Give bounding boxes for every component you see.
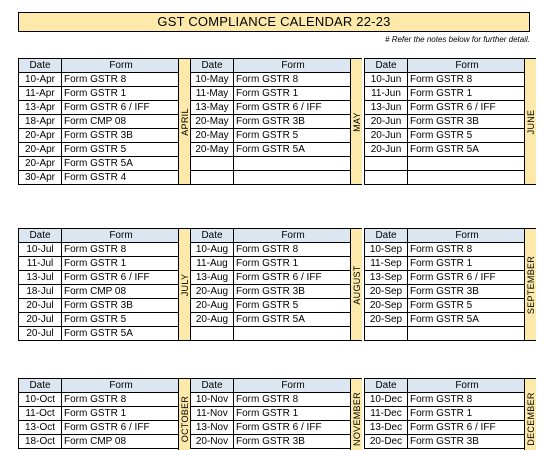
month-label: APRIL	[180, 107, 190, 136]
table-row	[365, 393, 527, 407]
form-name-cell: Form GSTR 3B	[408, 285, 527, 299]
form-name-cell	[408, 327, 527, 341]
form-name-cell	[408, 157, 527, 171]
table-row	[365, 435, 527, 449]
form-name-cell: Form GSTR 5A	[234, 143, 353, 157]
compliance-table	[18, 378, 181, 449]
table-header-row	[19, 59, 181, 73]
due-date-cell: 30-Apr	[19, 171, 62, 185]
month-label-band	[178, 58, 190, 185]
due-date-cell	[365, 157, 408, 171]
due-date-cell: 10-Apr	[19, 73, 62, 87]
table-row	[19, 271, 181, 285]
due-date-cell	[365, 171, 408, 185]
form-name-cell: Form GSTR 5A	[62, 327, 181, 341]
table-row	[365, 171, 527, 185]
form-name-cell: Form GSTR 5A	[62, 157, 181, 171]
form-name-cell: Form GSTR 5	[62, 313, 181, 327]
month-calendar-december	[364, 378, 536, 450]
form-name-cell: Form GSTR 6 / IFF	[234, 421, 353, 435]
due-date-cell: 10-Sep	[365, 243, 408, 257]
form-name-cell: Form GSTR 3B	[234, 435, 353, 449]
table-row	[365, 129, 527, 143]
month-label: AUGUST	[352, 264, 362, 305]
form-name-cell: Form GSTR 1	[234, 87, 353, 101]
table-row	[19, 243, 181, 257]
form-name-cell: Form GSTR 3B	[62, 129, 181, 143]
table-row	[191, 299, 353, 313]
table-header-row	[191, 59, 353, 73]
due-date-cell: 20-Sep	[365, 299, 408, 313]
table-row	[365, 157, 527, 171]
form-name-cell: Form GSTR 1	[62, 87, 181, 101]
due-date-cell	[365, 327, 408, 341]
table-row	[365, 271, 527, 285]
month-label-band	[350, 228, 362, 341]
due-date-cell: 10-Oct	[19, 393, 62, 407]
due-date-cell: 11-Aug	[191, 257, 234, 271]
form-name-cell: Form GSTR 8	[408, 243, 527, 257]
form-name-cell: Form GSTR 6 / IFF	[408, 421, 527, 435]
form-name-cell: Form GSTR 5	[408, 129, 527, 143]
form-name-cell: Form GSTR 4	[62, 171, 181, 185]
due-date-cell	[191, 327, 234, 341]
date-column-header: Date	[365, 229, 408, 243]
due-date-cell: 20-Jul	[19, 299, 62, 313]
form-name-cell: Form GSTR 3B	[408, 435, 527, 449]
month-label-band	[178, 228, 190, 341]
due-date-cell: 20-Jul	[19, 313, 62, 327]
due-date-cell: 20-Jul	[19, 327, 62, 341]
compliance-table	[364, 228, 527, 341]
table-row	[191, 115, 353, 129]
due-date-cell: 18-Apr	[19, 115, 62, 129]
due-date-cell: 20-Apr	[19, 129, 62, 143]
form-name-cell: Form GSTR 3B	[234, 115, 353, 129]
form-name-cell: Form GSTR 5	[234, 299, 353, 313]
form-name-cell: Form GSTR 1	[234, 407, 353, 421]
month-calendar-november	[190, 378, 362, 450]
form-name-cell: Form GSTR 8	[62, 73, 181, 87]
due-date-cell: 20-Apr	[19, 143, 62, 157]
page-title: GST COMPLIANCE CALENDAR 22-23	[18, 12, 530, 32]
form-name-cell: Form GSTR 1	[408, 87, 527, 101]
due-date-cell: 20-Aug	[191, 299, 234, 313]
date-column-header: Date	[19, 229, 62, 243]
form-name-cell: Form GSTR 5	[62, 143, 181, 157]
table-row	[191, 73, 353, 87]
table-row	[19, 157, 181, 171]
form-name-cell: Form GSTR 5A	[408, 313, 527, 327]
table-row	[365, 285, 527, 299]
month-label: JUNE	[526, 109, 536, 134]
form-name-cell: Form GSTR 1	[234, 257, 353, 271]
table-row	[365, 87, 527, 101]
form-name-cell: Form GSTR 6 / IFF	[62, 421, 181, 435]
due-date-cell: 20-Jun	[365, 129, 408, 143]
form-name-cell: Form GSTR 1	[62, 407, 181, 421]
table-row	[191, 129, 353, 143]
form-name-cell: Form GSTR 3B	[62, 299, 181, 313]
form-name-cell	[234, 157, 353, 171]
table-row	[191, 157, 353, 171]
form-name-cell: Form GSTR 1	[62, 257, 181, 271]
table-row	[191, 171, 353, 185]
month-calendar-october	[18, 378, 190, 450]
due-date-cell: 20-Aug	[191, 285, 234, 299]
due-date-cell: 10-Jul	[19, 243, 62, 257]
due-date-cell: 10-Aug	[191, 243, 234, 257]
table-row	[191, 393, 353, 407]
month-label: NOVEMBER	[352, 392, 362, 446]
table-row	[19, 285, 181, 299]
form-column-header: Form	[62, 59, 181, 73]
table-header-row	[19, 229, 181, 243]
due-date-cell: 20-Apr	[19, 157, 62, 171]
table-row	[19, 129, 181, 143]
form-name-cell: Form GSTR 8	[234, 243, 353, 257]
due-date-cell: 10-May	[191, 73, 234, 87]
compliance-table	[18, 228, 181, 341]
form-name-cell: Form GSTR 8	[234, 73, 353, 87]
table-row	[191, 143, 353, 157]
due-date-cell	[191, 157, 234, 171]
due-date-cell: 20-Sep	[365, 285, 408, 299]
table-row	[19, 115, 181, 129]
due-date-cell: 11-May	[191, 87, 234, 101]
compliance-table	[364, 58, 527, 185]
form-name-cell: Form GSTR 5A	[408, 143, 527, 157]
form-name-cell: Form GSTR 6 / IFF	[408, 101, 527, 115]
table-header-row	[365, 229, 527, 243]
month-label: JULY	[180, 273, 190, 296]
table-header-row	[365, 379, 527, 393]
form-name-cell: Form GSTR 8	[408, 73, 527, 87]
date-column-header: Date	[19, 59, 62, 73]
due-date-cell	[191, 171, 234, 185]
table-row	[19, 143, 181, 157]
reference-note: # Refer the notes below for further detail.	[385, 35, 530, 44]
month-label-band	[524, 228, 536, 341]
date-column-header: Date	[365, 379, 408, 393]
table-row	[19, 101, 181, 115]
due-date-cell: 10-Nov	[191, 393, 234, 407]
table-row	[19, 73, 181, 87]
due-date-cell: 20-May	[191, 129, 234, 143]
form-name-cell	[234, 327, 353, 341]
table-row	[19, 435, 181, 449]
month-label-band	[178, 378, 190, 450]
table-row	[191, 327, 353, 341]
table-row	[365, 313, 527, 327]
table-header-row	[365, 59, 527, 73]
due-date-cell: 13-Nov	[191, 421, 234, 435]
form-name-cell: Form GSTR 8	[408, 393, 527, 407]
form-column-header: Form	[62, 229, 181, 243]
month-label: OCTOBER	[180, 395, 190, 443]
form-name-cell: Form CMP 08	[62, 435, 181, 449]
table-row	[19, 299, 181, 313]
table-row	[191, 87, 353, 101]
due-date-cell: 13-May	[191, 101, 234, 115]
due-date-cell: 20-Jun	[365, 115, 408, 129]
table-row	[19, 313, 181, 327]
table-header-row	[191, 379, 353, 393]
table-row	[19, 421, 181, 435]
form-name-cell: Form GSTR 1	[408, 257, 527, 271]
due-date-cell: 18-Oct	[19, 435, 62, 449]
due-date-cell: 20-Jun	[365, 143, 408, 157]
form-name-cell	[408, 171, 527, 185]
compliance-table	[190, 58, 353, 185]
form-name-cell: Form CMP 08	[62, 115, 181, 129]
form-name-cell: Form GSTR 3B	[234, 285, 353, 299]
form-column-header: Form	[234, 379, 353, 393]
table-row	[365, 115, 527, 129]
table-row	[365, 407, 527, 421]
date-column-header: Date	[191, 379, 234, 393]
due-date-cell: 18-Jul	[19, 285, 62, 299]
due-date-cell: 10-Jun	[365, 73, 408, 87]
table-row	[19, 393, 181, 407]
form-column-header: Form	[408, 59, 527, 73]
form-name-cell: Form GSTR 6 / IFF	[62, 271, 181, 285]
table-row	[365, 143, 527, 157]
table-row	[191, 257, 353, 271]
form-column-header: Form	[62, 379, 181, 393]
table-row	[19, 327, 181, 341]
month-label: MAY	[352, 111, 362, 132]
form-column-header: Form	[234, 59, 353, 73]
table-row	[19, 171, 181, 185]
form-name-cell: Form GSTR 5	[234, 129, 353, 143]
due-date-cell: 11-Jun	[365, 87, 408, 101]
table-row	[365, 327, 527, 341]
due-date-cell: 10-Dec	[365, 393, 408, 407]
table-row	[19, 257, 181, 271]
month-label: SEPTEMBER	[526, 255, 536, 314]
form-name-cell: Form GSTR 5A	[234, 313, 353, 327]
due-date-cell: 13-Sep	[365, 271, 408, 285]
month-label-band	[524, 58, 536, 185]
month-label-band	[350, 378, 362, 450]
form-column-header: Form	[408, 229, 527, 243]
form-column-header: Form	[408, 379, 527, 393]
form-name-cell: Form GSTR 5	[408, 299, 527, 313]
compliance-table	[190, 378, 353, 449]
table-row	[19, 87, 181, 101]
due-date-cell: 13-Aug	[191, 271, 234, 285]
form-name-cell	[234, 171, 353, 185]
form-name-cell: Form GSTR 8	[234, 393, 353, 407]
table-row	[365, 421, 527, 435]
due-date-cell: 20-Aug	[191, 313, 234, 327]
due-date-cell: 20-May	[191, 115, 234, 129]
compliance-table	[364, 378, 527, 449]
table-row	[365, 73, 527, 87]
form-name-cell: Form GSTR 8	[62, 393, 181, 407]
form-name-cell: Form GSTR 6 / IFF	[234, 271, 353, 285]
date-column-header: Date	[191, 229, 234, 243]
compliance-table	[18, 58, 181, 185]
table-row	[191, 435, 353, 449]
due-date-cell: 11-Dec	[365, 407, 408, 421]
table-row	[191, 271, 353, 285]
form-name-cell: Form GSTR 6 / IFF	[408, 271, 527, 285]
month-label-band	[524, 378, 536, 450]
due-date-cell: 13-Oct	[19, 421, 62, 435]
table-row	[191, 407, 353, 421]
form-name-cell: Form GSTR 3B	[408, 115, 527, 129]
due-date-cell: 11-Jul	[19, 257, 62, 271]
due-date-cell: 11-Sep	[365, 257, 408, 271]
compliance-table	[190, 228, 353, 341]
due-date-cell: 11-Oct	[19, 407, 62, 421]
form-name-cell: Form CMP 08	[62, 285, 181, 299]
table-row	[191, 243, 353, 257]
table-header-row	[19, 379, 181, 393]
table-header-row	[191, 229, 353, 243]
month-label-band	[350, 58, 362, 185]
due-date-cell: 20-Nov	[191, 435, 234, 449]
form-name-cell: Form GSTR 6 / IFF	[62, 101, 181, 115]
date-column-header: Date	[191, 59, 234, 73]
due-date-cell: 20-Sep	[365, 313, 408, 327]
table-row	[365, 257, 527, 271]
due-date-cell: 13-Dec	[365, 421, 408, 435]
table-row	[191, 101, 353, 115]
due-date-cell: 20-May	[191, 143, 234, 157]
table-row	[365, 101, 527, 115]
form-column-header: Form	[234, 229, 353, 243]
table-row	[19, 407, 181, 421]
table-row	[191, 313, 353, 327]
table-row	[191, 285, 353, 299]
month-label: DECEMBER	[526, 392, 536, 446]
form-name-cell: Form GSTR 8	[62, 243, 181, 257]
due-date-cell: 13-Apr	[19, 101, 62, 115]
due-date-cell: 13-Jun	[365, 101, 408, 115]
due-date-cell: 11-Apr	[19, 87, 62, 101]
date-column-header: Date	[365, 59, 408, 73]
table-row	[365, 243, 527, 257]
due-date-cell: 20-Dec	[365, 435, 408, 449]
due-date-cell: 11-Nov	[191, 407, 234, 421]
due-date-cell: 13-Jul	[19, 271, 62, 285]
table-row	[191, 421, 353, 435]
table-row	[365, 299, 527, 313]
form-name-cell: Form GSTR 6 / IFF	[234, 101, 353, 115]
form-name-cell: Form GSTR 1	[408, 407, 527, 421]
date-column-header: Date	[19, 379, 62, 393]
